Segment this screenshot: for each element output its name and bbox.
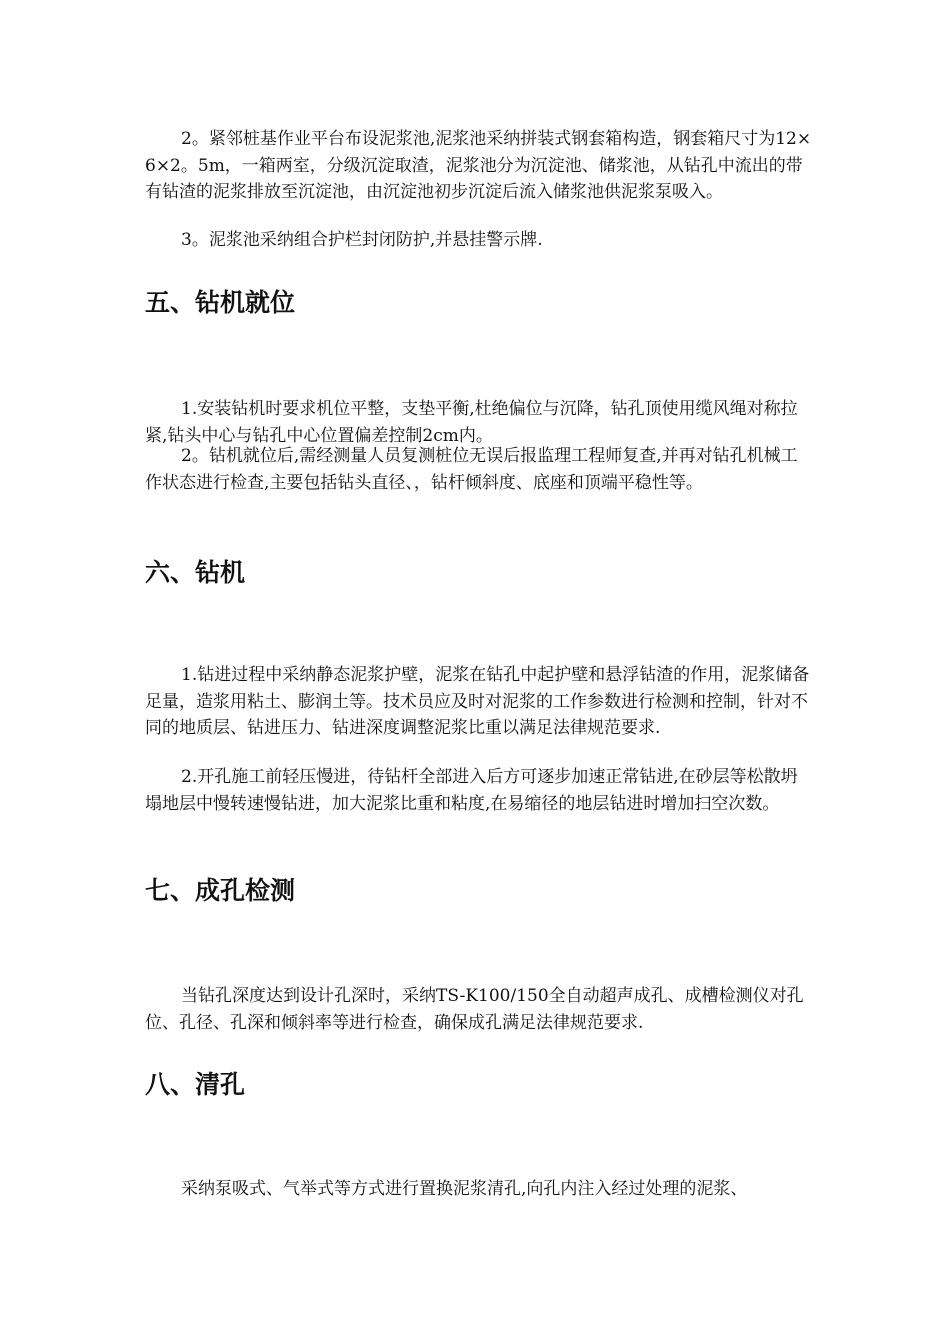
heading-drilling: 六、钻机 xyxy=(145,558,246,587)
heading-drill-positioning: 五、钻机就位 xyxy=(145,288,296,317)
paragraph-drilling-start: 2.开孔施工前轻压慢进，待钻杆全部进入后方可逐步加速正常钻进,在砂层等松散坍塌地层中慢转速慢钻进，加大泥浆比重和粘度,在易缩径的地层钻进时增加扫空次数。 xyxy=(145,767,798,814)
paragraph-hole-inspection: 当钻孔深度达到设计孔深时，采纳TS-K100/150全自动超声成孔、成槽检测仪对孔位、孔径、孔深和倾斜率等进行检查，确保成孔满足法律规范要求. xyxy=(145,986,804,1033)
heading-hole-inspection: 七、成孔检测 xyxy=(145,876,296,905)
paragraph-mud-pit-guardrail: 3。泥浆池采纳组合护栏封闭防护,并悬挂警示牌. xyxy=(181,230,543,250)
paragraph-hole-cleaning: 采纳泵吸式、气举式等方式进行置换泥浆清孔,向孔内注入经过处理的泥浆、 xyxy=(181,1179,748,1199)
paragraph-mud-wall-protection: 1.钻进过程中采纳静态泥浆护壁，泥浆在钻孔中起护壁和悬浮钻渣的作用，泥浆储备足量，造浆用粘土、膨润土等。技术员应及时对泥浆的工作参数进行检测和控制，针对不同的地质层、钻进压力、钻进深度调整泥浆比重以满足法律规范要求. xyxy=(145,665,810,738)
paragraph-drill-recheck: 2。钻机就位后,需经测量人员复测桩位无误后报监理工程师复查,并再对钻孔机械工作状态进行检查,主要包括钻头直径、，钻杆倾斜度、底座和顶端平稳性等。 xyxy=(145,446,798,493)
paragraph-drill-install: 1.安装钻机时要求机位平整，支垫平衡,杜绝偏位与沉降，钻孔顶使用缆风绳对称拉紧,钻头中心与钻孔中心位置偏差控制2cm内。 xyxy=(145,399,798,446)
heading-hole-cleaning: 八、清孔 xyxy=(145,1070,246,1099)
paragraph-mud-pit-layout: 2。紧邻桩基作业平台布设泥浆池,泥浆池采纳拼装式钢套箱构造，钢套箱尺寸为12×6×2。5m，一箱两室，分级沉淀取渣，泥浆池分为沉淀池、储浆池，从钻孔中流出的带有钻渣的泥浆排放至沉淀池，由沉淀池初步沉淀后流入储浆池供泥浆泵吸入。 xyxy=(145,129,812,202)
